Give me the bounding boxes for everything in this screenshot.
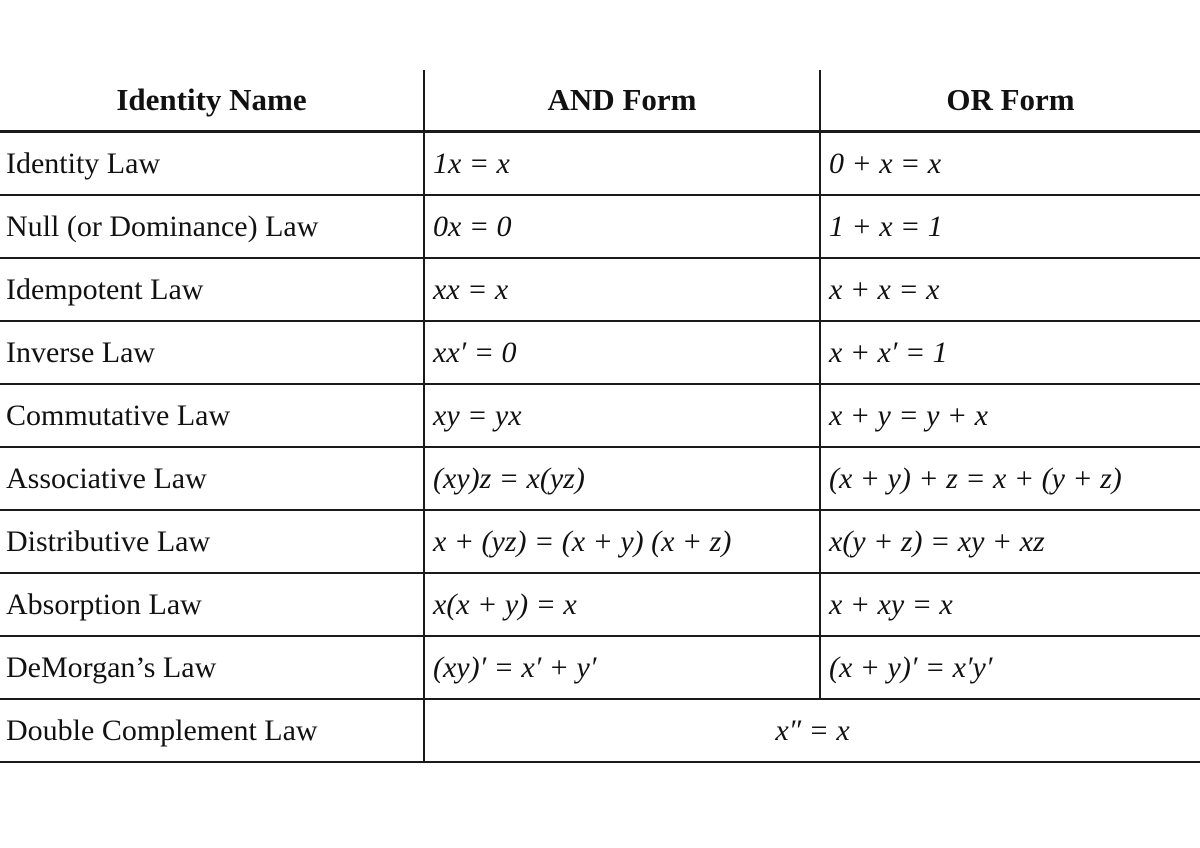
and-form-cell: xx′ = 0 (424, 321, 820, 384)
table-row (0, 132, 1200, 196)
table-row (0, 384, 1200, 447)
and-form-cell: xx = x (424, 258, 820, 321)
table-row (0, 573, 1200, 636)
and-form-cell: (xy)z = x(yz) (424, 447, 820, 510)
identity-name-cell: Commutative Law (0, 384, 424, 447)
identity-name-cell: Null (or Dominance) Law (0, 195, 424, 258)
column-header-identity-name: Identity Name (0, 70, 424, 132)
boolean-identities-table-wrapper (0, 70, 1200, 763)
table-row (0, 447, 1200, 510)
table-row-double-complement (0, 699, 1200, 762)
or-form-cell: x + x′ = 1 (820, 321, 1200, 384)
and-form-cell: 0x = 0 (424, 195, 820, 258)
column-header-and-form: AND Form (424, 70, 820, 132)
or-form-cell: (x + y)′ = x′y′ (820, 636, 1200, 699)
and-form-cell: x + (yz) = (x + y) (x + z) (424, 510, 820, 573)
table-header-row (0, 70, 1200, 132)
and-form-cell: (xy)′ = x′ + y′ (424, 636, 820, 699)
table-row (0, 636, 1200, 699)
identity-name-cell: Identity Law (0, 132, 424, 196)
or-form-cell: x + y = y + x (820, 384, 1200, 447)
or-form-cell: (x + y) + z = x + (y + z) (820, 447, 1200, 510)
or-form-cell: 0 + x = x (820, 132, 1200, 196)
boolean-identities-table (0, 70, 1200, 763)
identity-name-cell: Distributive Law (0, 510, 424, 573)
table-row (0, 510, 1200, 573)
column-header-or-form: OR Form (820, 70, 1200, 132)
table-row (0, 258, 1200, 321)
or-form-cell: x + x = x (820, 258, 1200, 321)
identity-name-cell: Double Complement Law (0, 699, 424, 762)
table-row (0, 195, 1200, 258)
merged-formula-cell: x″ = x (424, 699, 1200, 762)
and-form-cell: xy = yx (424, 384, 820, 447)
or-form-cell: x(y + z) = xy + xz (820, 510, 1200, 573)
identity-name-cell: Absorption Law (0, 573, 424, 636)
identity-name-cell: DeMorgan’s Law (0, 636, 424, 699)
and-form-cell: x(x + y) = x (424, 573, 820, 636)
identity-name-cell: Inverse Law (0, 321, 424, 384)
or-form-cell: 1 + x = 1 (820, 195, 1200, 258)
table-row (0, 321, 1200, 384)
identity-name-cell: Idempotent Law (0, 258, 424, 321)
or-form-cell: x + xy = x (820, 573, 1200, 636)
and-form-cell: 1x = x (424, 132, 820, 196)
identity-name-cell: Associative Law (0, 447, 424, 510)
